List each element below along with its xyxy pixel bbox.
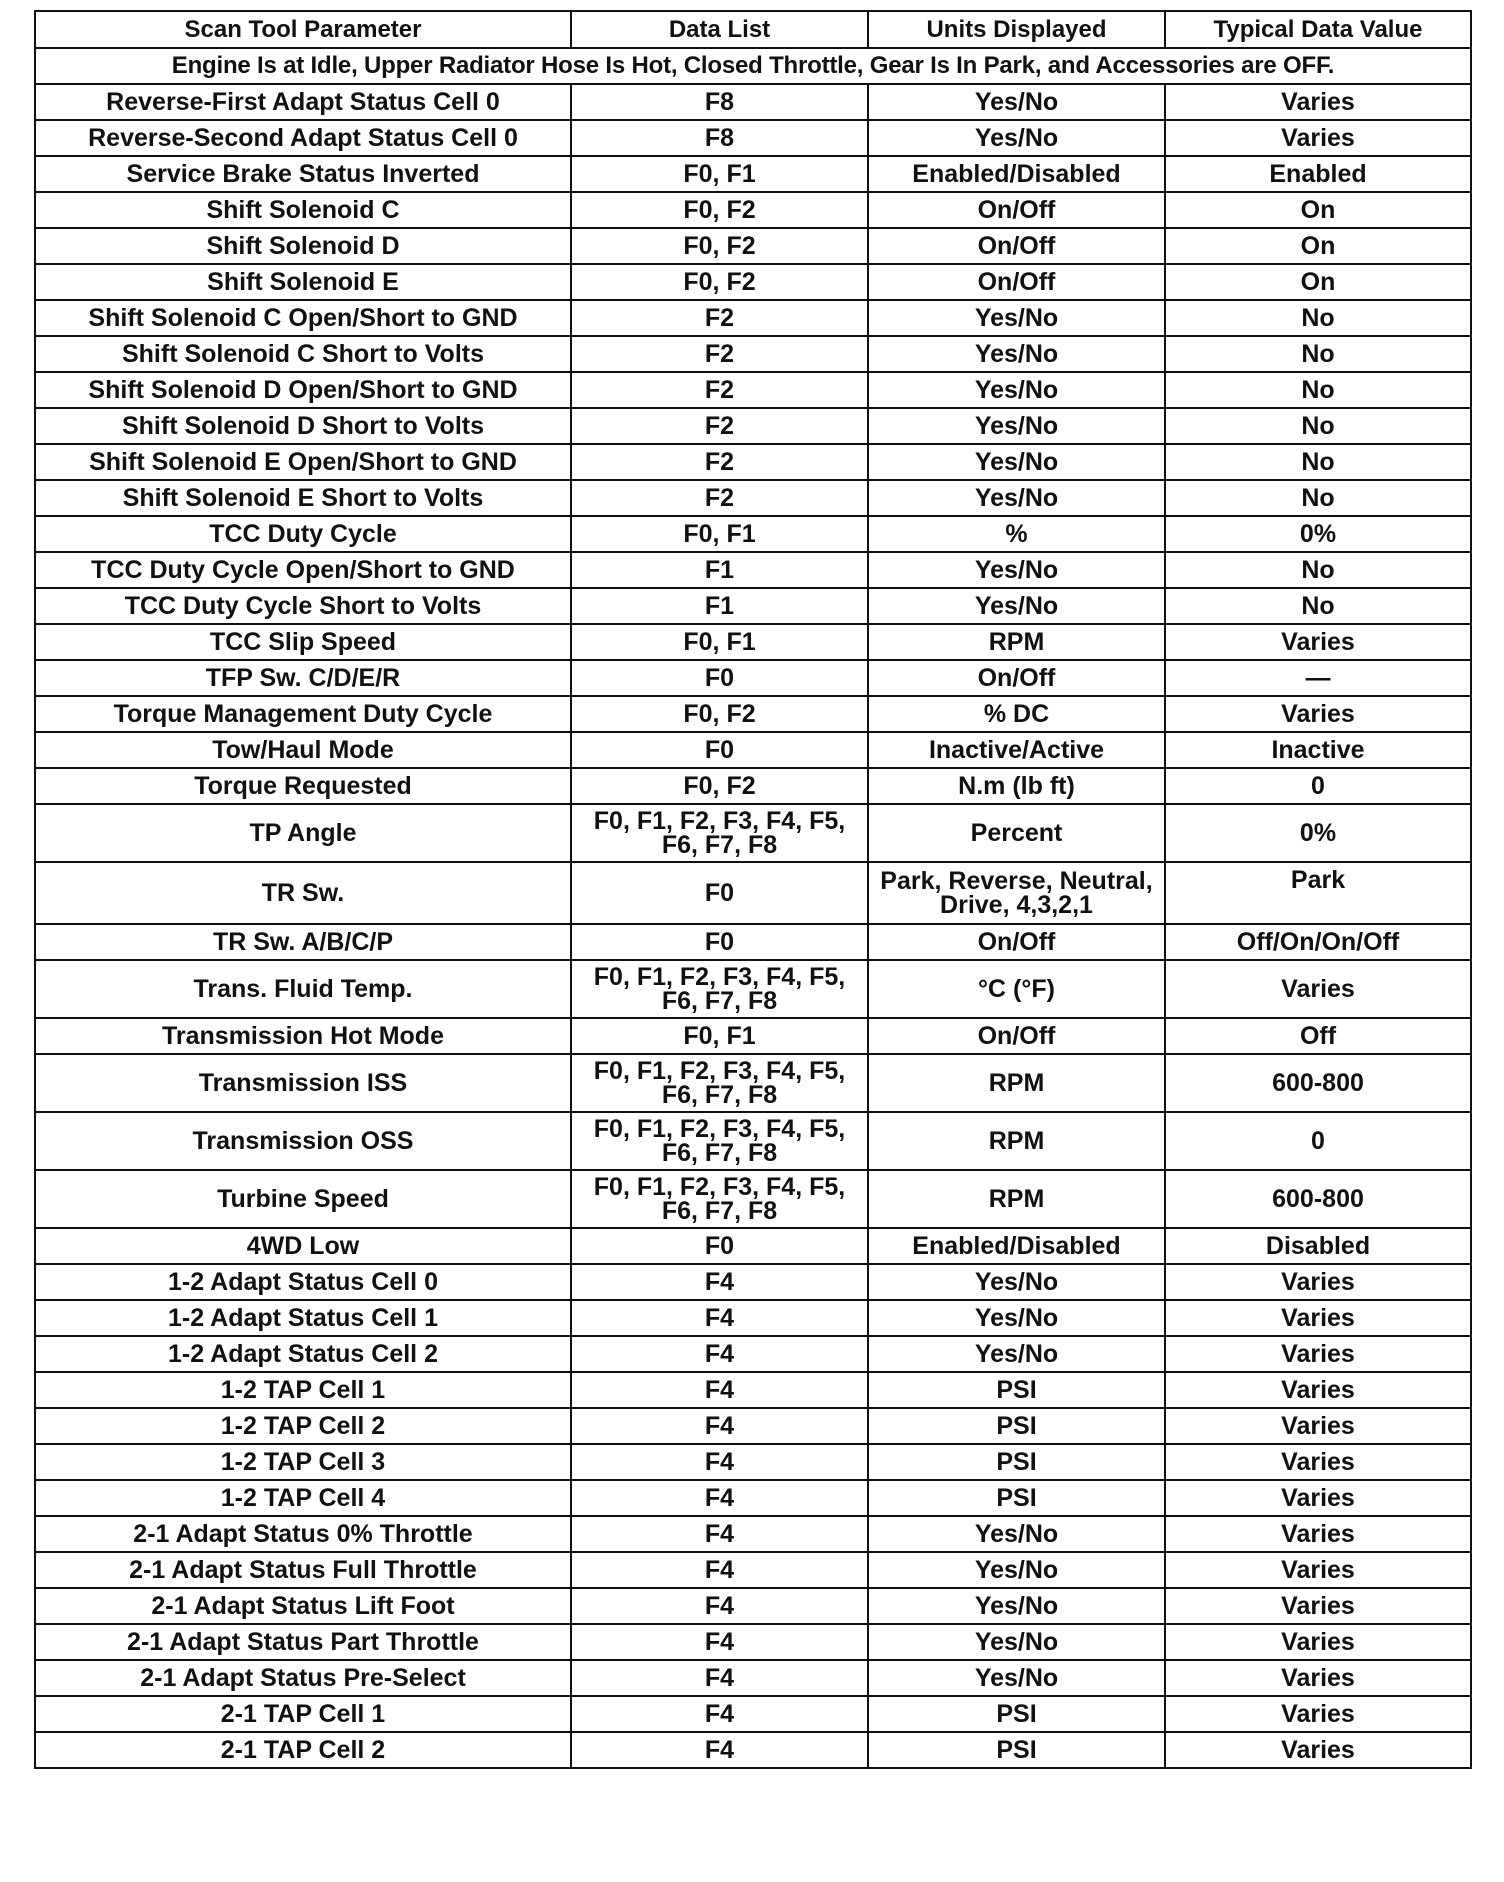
data-list-cell: F2 <box>571 408 868 444</box>
table-row <box>35 372 1471 408</box>
data-list-cell: F0, F2 <box>571 768 868 804</box>
parameter-cell: Shift Solenoid E <box>35 264 571 300</box>
parameter-cell: 2-1 Adapt Status Pre-Select <box>35 1660 571 1696</box>
data-list-cell: F4 <box>571 1660 868 1696</box>
parameter-cell: 1-2 Adapt Status Cell 0 <box>35 1264 571 1300</box>
cell-line: F0, F1, F2, F3, F4, F5, <box>593 963 846 991</box>
parameter-cell: Shift Solenoid C Short to Volts <box>35 336 571 372</box>
typical-value-cell: Varies <box>1165 84 1471 120</box>
units-cell: On/Off <box>868 264 1165 300</box>
parameter-cell: TCC Slip Speed <box>35 624 571 660</box>
typical-value-cell: Varies <box>1165 1372 1471 1408</box>
units-cell: Enabled/Disabled <box>868 1228 1165 1264</box>
table-row <box>35 588 1471 624</box>
typical-value-cell: Enabled <box>1165 156 1471 192</box>
units-cell: RPM <box>868 1170 1165 1228</box>
table-row <box>35 1696 1471 1732</box>
parameter-cell: Torque Requested <box>35 768 571 804</box>
typical-value-cell: No <box>1165 372 1471 408</box>
typical-value-cell: 600-800 <box>1165 1054 1471 1112</box>
units-cell: Percent <box>868 804 1165 862</box>
typical-value-cell: 0% <box>1165 516 1471 552</box>
units-cell: On/Off <box>868 1018 1165 1054</box>
table-row <box>35 480 1471 516</box>
data-list-cell: F0, F1 <box>571 1018 868 1054</box>
table-row <box>35 768 1471 804</box>
data-list-cell: F0, F1 <box>571 516 868 552</box>
data-list-cell: F1 <box>571 552 868 588</box>
typical-value-cell: 600-800 <box>1165 1170 1471 1228</box>
units-cell: PSI <box>868 1372 1165 1408</box>
table-row <box>35 1264 1471 1300</box>
parameter-cell: 2-1 TAP Cell 1 <box>35 1696 571 1732</box>
table-row <box>35 1552 1471 1588</box>
table-row <box>35 624 1471 660</box>
cell-line: F0, F1, F2, F3, F4, F5, <box>593 807 846 835</box>
data-list-cell: F4 <box>571 1408 868 1444</box>
parameter-cell: 2-1 Adapt Status Part Throttle <box>35 1624 571 1660</box>
data-list-cell: F0, F1 <box>571 156 868 192</box>
data-list-cell: F4 <box>571 1480 868 1516</box>
data-list-cell <box>571 1112 868 1170</box>
units-cell: Yes/No <box>868 300 1165 336</box>
units-cell: On/Off <box>868 660 1165 696</box>
units-cell: Yes/No <box>868 1516 1165 1552</box>
parameter-cell: Shift Solenoid E Open/Short to GND <box>35 444 571 480</box>
parameter-cell: 1-2 Adapt Status Cell 2 <box>35 1336 571 1372</box>
data-list-cell: F4 <box>571 1732 868 1768</box>
table-row <box>35 960 1471 1018</box>
typical-value-cell: On <box>1165 192 1471 228</box>
cell-line: F0, F1, F2, F3, F4, F5, <box>593 1057 846 1085</box>
typical-value-cell: Park <box>1165 862 1471 924</box>
table-row <box>35 1660 1471 1696</box>
parameter-cell: Transmission ISS <box>35 1054 571 1112</box>
table-row <box>35 1228 1471 1264</box>
table-row <box>35 84 1471 120</box>
units-cell: Yes/No <box>868 1552 1165 1588</box>
scan-tool-data-page <box>34 10 1470 1769</box>
table-row <box>35 1480 1471 1516</box>
units-cell: Yes/No <box>868 336 1165 372</box>
typical-value-cell: No <box>1165 588 1471 624</box>
parameter-cell: Shift Solenoid D Short to Volts <box>35 408 571 444</box>
table-row <box>35 408 1471 444</box>
typical-value-cell: Varies <box>1165 1552 1471 1588</box>
typical-value-cell: 0% <box>1165 804 1471 862</box>
data-list-cell: F4 <box>571 1300 868 1336</box>
table-row <box>35 804 1471 862</box>
column-header: Scan Tool Parameter <box>35 11 571 48</box>
typical-value-cell: Varies <box>1165 1516 1471 1552</box>
table-row <box>35 120 1471 156</box>
typical-value-cell: Varies <box>1165 120 1471 156</box>
parameter-cell: TCC Duty Cycle Open/Short to GND <box>35 552 571 588</box>
data-list-cell: F4 <box>571 1372 868 1408</box>
column-header: Typical Data Value <box>1165 11 1471 48</box>
units-cell: Yes/No <box>868 588 1165 624</box>
scan-tool-data-table <box>34 10 1472 1769</box>
typical-value-cell: Disabled <box>1165 1228 1471 1264</box>
typical-value-cell: No <box>1165 408 1471 444</box>
typical-value-cell: Off/On/On/Off <box>1165 924 1471 960</box>
data-list-cell: F0 <box>571 1228 868 1264</box>
data-list-cell: F0, F1 <box>571 624 868 660</box>
data-list-cell: F2 <box>571 300 868 336</box>
units-cell: On/Off <box>868 924 1165 960</box>
units-cell: % DC <box>868 696 1165 732</box>
table-row <box>35 1372 1471 1408</box>
parameter-cell: TCC Duty Cycle <box>35 516 571 552</box>
parameter-cell: Reverse-First Adapt Status Cell 0 <box>35 84 571 120</box>
table-row <box>35 1054 1471 1112</box>
table-row <box>35 444 1471 480</box>
units-cell: Yes/No <box>868 120 1165 156</box>
units-cell: Yes/No <box>868 372 1165 408</box>
typical-value-cell: Varies <box>1165 624 1471 660</box>
parameter-cell: 1-2 TAP Cell 1 <box>35 1372 571 1408</box>
typical-value-cell: Varies <box>1165 1588 1471 1624</box>
typical-value-cell: On <box>1165 228 1471 264</box>
table-row <box>35 1018 1471 1054</box>
parameter-cell: 1-2 Adapt Status Cell 1 <box>35 1300 571 1336</box>
table-row <box>35 862 1471 924</box>
table-row <box>35 1336 1471 1372</box>
parameter-cell: 1-2 TAP Cell 4 <box>35 1480 571 1516</box>
data-list-cell: F4 <box>571 1624 868 1660</box>
parameter-cell: TCC Duty Cycle Short to Volts <box>35 588 571 624</box>
data-list-cell: F0, F2 <box>571 696 868 732</box>
units-cell <box>868 862 1165 924</box>
table-row <box>35 1408 1471 1444</box>
table-row <box>35 552 1471 588</box>
data-list-cell: F0, F2 <box>571 192 868 228</box>
data-list-cell: F2 <box>571 336 868 372</box>
typical-value-cell: Varies <box>1165 1480 1471 1516</box>
typical-value-cell: Off <box>1165 1018 1471 1054</box>
units-cell: PSI <box>868 1732 1165 1768</box>
units-cell: Yes/No <box>868 408 1165 444</box>
typical-value-cell: No <box>1165 552 1471 588</box>
parameter-cell: TR Sw. <box>35 862 571 924</box>
parameter-cell: Shift Solenoid C <box>35 192 571 228</box>
parameter-cell: 2-1 TAP Cell 2 <box>35 1732 571 1768</box>
table-row <box>35 156 1471 192</box>
typical-value-cell: No <box>1165 480 1471 516</box>
column-header: Data List <box>571 11 868 48</box>
data-list-cell: F4 <box>571 1552 868 1588</box>
table-row <box>35 1170 1471 1228</box>
data-list-cell: F0, F2 <box>571 264 868 300</box>
data-list-cell: F4 <box>571 1696 868 1732</box>
table-row <box>35 1444 1471 1480</box>
typical-value-cell: Varies <box>1165 1732 1471 1768</box>
parameter-cell: TFP Sw. C/D/E/R <box>35 660 571 696</box>
cell-line: F6, F7, F8 <box>661 1139 778 1167</box>
data-list-cell: F0 <box>571 862 868 924</box>
data-list-cell: F8 <box>571 84 868 120</box>
units-cell: Yes/No <box>868 1660 1165 1696</box>
data-list-cell: F0 <box>571 732 868 768</box>
typical-value-cell: Varies <box>1165 1408 1471 1444</box>
units-cell: Yes/No <box>868 1300 1165 1336</box>
units-cell: RPM <box>868 1054 1165 1112</box>
typical-value-cell: Varies <box>1165 1696 1471 1732</box>
parameter-cell: Transmission Hot Mode <box>35 1018 571 1054</box>
data-list-cell: F4 <box>571 1264 868 1300</box>
parameter-cell: Torque Management Duty Cycle <box>35 696 571 732</box>
units-cell: PSI <box>868 1480 1165 1516</box>
parameter-cell: Tow/Haul Mode <box>35 732 571 768</box>
data-list-cell: F4 <box>571 1516 868 1552</box>
table-row <box>35 336 1471 372</box>
data-list-cell: F1 <box>571 588 868 624</box>
condition-row <box>35 48 1471 84</box>
typical-value-cell: On <box>1165 264 1471 300</box>
units-cell: Yes/No <box>868 444 1165 480</box>
column-header: Units Displayed <box>868 11 1165 48</box>
table-row <box>35 1732 1471 1768</box>
units-cell: On/Off <box>868 192 1165 228</box>
typical-value-cell: 0 <box>1165 768 1471 804</box>
units-cell: PSI <box>868 1408 1165 1444</box>
units-cell: Yes/No <box>868 1336 1165 1372</box>
units-cell: Enabled/Disabled <box>868 156 1165 192</box>
typical-value-cell: Varies <box>1165 1300 1471 1336</box>
units-cell: Yes/No <box>868 552 1165 588</box>
typical-value-cell: Varies <box>1165 696 1471 732</box>
parameter-cell: Reverse-Second Adapt Status Cell 0 <box>35 120 571 156</box>
table-row <box>35 516 1471 552</box>
units-cell: RPM <box>868 1112 1165 1170</box>
data-list-cell: F2 <box>571 480 868 516</box>
table-row <box>35 660 1471 696</box>
typical-value-cell: Varies <box>1165 1624 1471 1660</box>
typical-value-cell: — <box>1165 660 1471 696</box>
typical-value-cell: No <box>1165 444 1471 480</box>
units-cell: On/Off <box>868 228 1165 264</box>
typical-value-cell: Varies <box>1165 960 1471 1018</box>
cell-line: F6, F7, F8 <box>661 1081 778 1109</box>
parameter-cell: Shift Solenoid E Short to Volts <box>35 480 571 516</box>
data-list-cell: F4 <box>571 1588 868 1624</box>
table-row <box>35 1300 1471 1336</box>
parameter-cell: Trans. Fluid Temp. <box>35 960 571 1018</box>
parameter-cell: Turbine Speed <box>35 1170 571 1228</box>
parameter-cell: 2-1 Adapt Status 0% Throttle <box>35 1516 571 1552</box>
table-row <box>35 192 1471 228</box>
table-row <box>35 1624 1471 1660</box>
data-list-cell: F2 <box>571 444 868 480</box>
units-cell: % <box>868 516 1165 552</box>
table-row <box>35 1588 1471 1624</box>
parameter-cell: 1-2 TAP Cell 2 <box>35 1408 571 1444</box>
test-condition: Engine Is at Idle, Upper Radiator Hose Is Hot, Closed Throttle, Gear Is In Park, and Accessories are OFF. <box>35 48 1471 84</box>
table-row <box>35 228 1471 264</box>
table-row <box>35 300 1471 336</box>
cell-line: F6, F7, F8 <box>661 1197 778 1225</box>
parameter-cell: 2-1 Adapt Status Lift Foot <box>35 1588 571 1624</box>
cell-line: Drive, 4,3,2,1 <box>940 891 1093 919</box>
parameter-cell: 1-2 TAP Cell 3 <box>35 1444 571 1480</box>
units-cell: Yes/No <box>868 480 1165 516</box>
data-list-cell: F0 <box>571 660 868 696</box>
parameter-cell: 2-1 Adapt Status Full Throttle <box>35 1552 571 1588</box>
parameter-cell: Shift Solenoid D Open/Short to GND <box>35 372 571 408</box>
cell-line: F0, F1, F2, F3, F4, F5, <box>593 1173 846 1201</box>
units-cell: Yes/No <box>868 1588 1165 1624</box>
parameter-cell: Service Brake Status Inverted <box>35 156 571 192</box>
cell-line: F0, F1, F2, F3, F4, F5, <box>593 1115 846 1143</box>
typical-value-cell: No <box>1165 336 1471 372</box>
data-list-cell: F2 <box>571 372 868 408</box>
data-list-cell: F0, F2 <box>571 228 868 264</box>
typical-value-cell: Varies <box>1165 1336 1471 1372</box>
data-list-cell <box>571 960 868 1018</box>
units-cell: PSI <box>868 1696 1165 1732</box>
data-list-cell: F8 <box>571 120 868 156</box>
units-cell: RPM <box>868 624 1165 660</box>
units-cell: °C (°F) <box>868 960 1165 1018</box>
parameter-cell: Transmission OSS <box>35 1112 571 1170</box>
typical-value-cell: Varies <box>1165 1444 1471 1480</box>
table-row <box>35 696 1471 732</box>
parameter-cell: Shift Solenoid C Open/Short to GND <box>35 300 571 336</box>
header-row <box>35 11 1471 48</box>
data-list-cell: F4 <box>571 1336 868 1372</box>
data-list-cell <box>571 1054 868 1112</box>
typical-value-cell: No <box>1165 300 1471 336</box>
data-list-cell: F4 <box>571 1444 868 1480</box>
units-cell: Yes/No <box>868 1624 1165 1660</box>
table-row <box>35 1112 1471 1170</box>
table-row <box>35 264 1471 300</box>
typical-value-cell: Inactive <box>1165 732 1471 768</box>
cell-line: Park, Reverse, Neutral, <box>880 867 1153 895</box>
units-cell: PSI <box>868 1444 1165 1480</box>
table-row <box>35 924 1471 960</box>
typical-value-cell: Varies <box>1165 1660 1471 1696</box>
cell-line: F6, F7, F8 <box>661 987 778 1015</box>
typical-value-cell: 0 <box>1165 1112 1471 1170</box>
parameter-cell: Shift Solenoid D <box>35 228 571 264</box>
data-list-cell: F0 <box>571 924 868 960</box>
data-list-cell <box>571 1170 868 1228</box>
units-cell: Inactive/Active <box>868 732 1165 768</box>
units-cell: Yes/No <box>868 84 1165 120</box>
data-list-cell <box>571 804 868 862</box>
typical-value-cell: Varies <box>1165 1264 1471 1300</box>
cell-line: F6, F7, F8 <box>661 831 778 859</box>
table-row <box>35 1516 1471 1552</box>
parameter-cell: TP Angle <box>35 804 571 862</box>
parameter-cell: TR Sw. A/B/C/P <box>35 924 571 960</box>
table-row <box>35 732 1471 768</box>
parameter-cell: 4WD Low <box>35 1228 571 1264</box>
units-cell: Yes/No <box>868 1264 1165 1300</box>
units-cell: N.m (lb ft) <box>868 768 1165 804</box>
